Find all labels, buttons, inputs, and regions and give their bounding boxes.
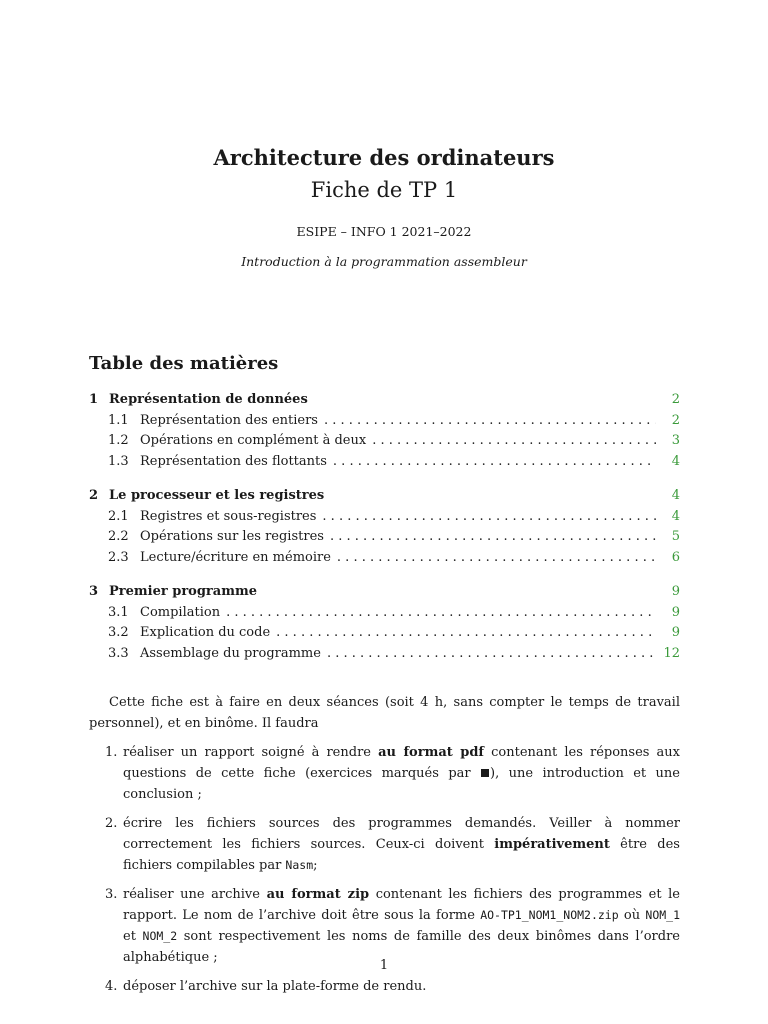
toc-leader-dots (276, 625, 656, 640)
toc-section-row[interactable] (89, 392, 680, 413)
list-text: réaliser une archive (123, 887, 267, 902)
toc-page-link[interactable]: 6 (671, 549, 680, 565)
toc-page-link[interactable]: 2 (671, 392, 680, 407)
toc-subsection-number: 3.1 (108, 604, 129, 620)
toc-leader-dots (322, 509, 656, 524)
list-code: AO-TP1_NOM1_NOM2.zip (480, 908, 619, 922)
document-intro: Introduction à la programmation assembleur (241, 254, 527, 269)
page-number: 1 (379, 958, 389, 973)
toc-page-link[interactable]: 2 (671, 412, 680, 428)
title-block (0, 144, 768, 270)
toc-section-number: 1 (89, 392, 99, 407)
list-item-number: 4. (105, 979, 118, 994)
list-emphasis: impérativement (494, 837, 610, 852)
list-item (89, 976, 680, 997)
toc-subsection-number: 2.3 (108, 549, 129, 565)
toc-subsection-number: 1.1 (108, 412, 129, 428)
toc-section-label: Premier programme (109, 584, 257, 599)
toc-section-label: Le processeur et les registres (109, 488, 325, 503)
toc-subsection-row[interactable] (89, 605, 680, 626)
list-code: Nasm (285, 858, 314, 872)
list-text: être des fichiers compilables par (123, 837, 680, 873)
list-item (89, 813, 680, 876)
toc-page-link[interactable]: 9 (671, 625, 680, 640)
toc-section-number: 3 (89, 584, 99, 599)
list-text: contenant les fichiers des programmes et le rapport. Le nom de l’archive doit être sous la forme (123, 887, 681, 923)
toc-page-link[interactable]: 9 (671, 584, 680, 599)
document-subtitle: Fiche de TP 1 (310, 178, 458, 202)
toc-subsection-label: Assemblage du programme (140, 645, 321, 661)
list-emphasis: au format zip (266, 887, 370, 902)
toc-subsection-number: 2.1 (108, 508, 129, 524)
toc-subsection-number: 1.3 (108, 453, 129, 469)
list-text: où (618, 908, 646, 923)
toc-subsection-row[interactable] (89, 646, 680, 667)
list-item-number: 2. (105, 816, 118, 831)
toc-subsection-label: Représentation des flottants (140, 453, 327, 469)
toc-subsection-number: 3.3 (108, 645, 129, 661)
toc-section (89, 392, 680, 474)
list-item (89, 742, 680, 805)
toc-subsection-label: Représentation des entiers (140, 412, 318, 428)
toc-page-link[interactable]: 4 (671, 453, 680, 469)
toc-leader-dots (337, 550, 656, 565)
table-of-contents (89, 392, 680, 680)
toc-subsection-row[interactable] (89, 454, 680, 475)
toc-page-link[interactable]: 4 (671, 508, 680, 524)
list-item-number: 3. (105, 887, 118, 902)
list-text: réaliser un rapport soigné à rendre (123, 745, 379, 760)
toc-subsection-row[interactable] (89, 509, 680, 530)
toc-subsection-label: Compilation (140, 604, 221, 620)
list-text: écrire les fichiers sources des programmes demandés. Veiller à nommer correctement les fichiers sources. Ceux-ci doivent (123, 816, 680, 852)
list-text: sont respectivement les noms de famille des deux binômes dans l’ordre alphabétique ; (123, 929, 680, 965)
list-item (89, 884, 680, 968)
instructions-paragraph: Cette fiche est à faire en deux séances (soit 4 h, sans compter le temps de travail personnel), et en binôme. Il faudra (89, 695, 680, 731)
toc-leader-dots (327, 646, 656, 661)
toc-page-link[interactable]: 12 (663, 645, 680, 661)
toc-subsection-number: 1.2 (108, 433, 129, 448)
toc-subsection-row[interactable] (89, 550, 680, 571)
toc-subsection-label: Opérations en complément à deux (140, 433, 367, 448)
toc-heading: Table des matières (89, 353, 279, 374)
list-item-number: 1. (105, 745, 118, 760)
toc-leader-dots (330, 529, 656, 544)
toc-subsection-label: Explication du code (140, 625, 271, 640)
list-code: NOM_1 (645, 908, 681, 922)
toc-section (89, 584, 680, 666)
list-text: ; (313, 858, 318, 873)
toc-leader-dots (324, 413, 656, 428)
toc-subsection-row[interactable] (89, 529, 680, 550)
toc-leader-dots (333, 454, 656, 469)
toc-subsection-label: Opérations sur les registres (140, 529, 324, 544)
document-meta: ESIPE – INFO 1 2021–2022 (296, 224, 472, 239)
list-text: contenant les réponses aux questions de cette fiche (exercices marqués par (123, 745, 680, 781)
toc-section-row[interactable] (89, 584, 680, 605)
list-code: NOM_2 (142, 929, 178, 943)
toc-subsection-label: Registres et sous-registres (140, 508, 317, 524)
list-text: déposer l’archive sur la plate-forme de rendu. (123, 979, 427, 994)
toc-section (89, 488, 680, 570)
toc-subsection-number: 2.2 (108, 529, 129, 544)
toc-leader-dots (226, 605, 656, 620)
toc-subsection-row[interactable] (89, 413, 680, 434)
toc-section-row[interactable] (89, 488, 680, 509)
document-title: Architecture des ordinateurs (213, 145, 555, 170)
list-text: et (123, 929, 143, 944)
list-text: ), une introduction et une conclusion ; (123, 766, 680, 802)
toc-subsection-label: Lecture/écriture en mémoire (140, 549, 331, 565)
list-emphasis: au format pdf (378, 745, 485, 760)
toc-page-link[interactable]: 9 (671, 604, 680, 620)
toc-page-link[interactable]: 4 (671, 488, 680, 503)
toc-subsection-row[interactable] (89, 433, 680, 454)
toc-subsection-row[interactable] (89, 625, 680, 646)
toc-section-label: Représentation de données (109, 392, 308, 407)
toc-page-link[interactable]: 3 (671, 433, 680, 448)
toc-page-link[interactable]: 5 (671, 529, 680, 544)
toc-subsection-number: 3.2 (108, 625, 129, 640)
toc-section-number: 2 (89, 488, 99, 503)
toc-leader-dots (372, 433, 656, 448)
exercise-square-icon (481, 769, 489, 777)
